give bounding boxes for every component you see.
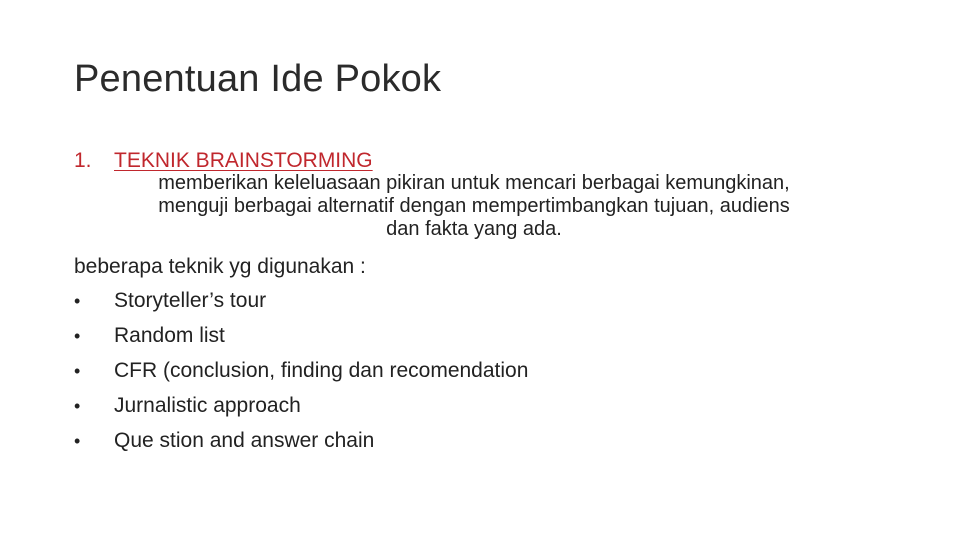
list-item xyxy=(74,354,894,389)
list-item-label: Storyteller’s tour xyxy=(114,289,267,312)
bullet-icon: • xyxy=(74,291,81,311)
description-line: memberikan keleluasaan pikiran untuk mencari berbagai kemungkinan, xyxy=(158,172,790,194)
bullet-icon: • xyxy=(74,361,81,381)
list-item-label: Random list xyxy=(114,324,225,347)
list-item xyxy=(74,389,894,424)
slide-content xyxy=(74,144,894,459)
list-item-label: Jurnalistic approach xyxy=(114,394,301,417)
bullet-icon: • xyxy=(74,396,81,416)
list-item-label: Que stion and answer chain xyxy=(114,429,375,452)
description-line: menguji berbagai alternatif dengan mempertimbangkan tujuan, audiens xyxy=(158,195,790,217)
list-item xyxy=(74,319,894,354)
list-item xyxy=(74,284,894,319)
techniques-list xyxy=(74,284,894,459)
list-item xyxy=(74,424,894,459)
bullet-icon: • xyxy=(74,326,81,346)
section-description xyxy=(34,172,914,241)
list-item-label: CFR (conclusion, finding dan recomendation xyxy=(114,359,529,382)
list-number: 1. xyxy=(74,149,92,172)
description-line: dan fakta yang ada. xyxy=(386,218,562,240)
section-heading: TEKNIK BRAINSTORMING xyxy=(114,149,373,172)
slide-title: Penentuan Ide Pokok xyxy=(74,58,442,100)
techniques-intro: beberapa teknik yg digunakan : xyxy=(74,255,366,278)
bullet-icon: • xyxy=(74,431,81,451)
